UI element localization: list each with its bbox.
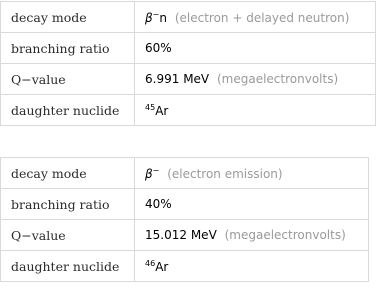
element-symbol: Ar xyxy=(155,259,169,274)
decay-mode-label: decay mode xyxy=(1,2,135,33)
table-row-q-value xyxy=(1,64,376,95)
q-value-label: Q−value xyxy=(1,220,135,251)
q-value-number: 6.991 xyxy=(145,72,180,86)
mass-number: 46 xyxy=(145,258,156,268)
element-symbol: Ar xyxy=(155,103,169,118)
beta-superscript: − xyxy=(152,165,160,175)
daughter-nuclide-label: daughter nuclide xyxy=(1,251,135,282)
q-value-unit: MeV xyxy=(183,72,210,86)
table-row-decay-mode xyxy=(1,2,376,33)
beta-symbol: β xyxy=(145,166,153,181)
decay-mode-label: decay mode xyxy=(1,158,135,189)
branching-ratio-label: branching ratio xyxy=(1,189,135,220)
decay-mode-note: (electron emission) xyxy=(167,166,283,181)
q-value-value xyxy=(135,64,376,95)
branching-ratio-value: 40% xyxy=(135,189,369,220)
q-value-note: (megaelectronvolts) xyxy=(224,228,346,242)
branching-ratio-label: branching ratio xyxy=(1,33,135,64)
table-row-q-value xyxy=(1,220,369,251)
branching-ratio-value: 60% xyxy=(135,33,376,64)
decay-mode-value xyxy=(135,2,376,33)
decay-mode-value xyxy=(135,158,369,189)
table-row-branching-ratio xyxy=(1,189,369,220)
particle-symbol: n xyxy=(159,10,167,25)
q-value-label: Q−value xyxy=(1,64,135,95)
table-row-branching-ratio xyxy=(1,33,376,64)
beta-symbol: β xyxy=(145,10,153,25)
q-value-unit: MeV xyxy=(190,228,217,242)
beta-superscript: − xyxy=(152,9,160,19)
q-value-value xyxy=(135,220,369,251)
q-value-number: 15.012 xyxy=(145,228,187,242)
table-row-decay-mode xyxy=(1,158,369,189)
decay-table-1 xyxy=(0,1,376,126)
decay-table-2 xyxy=(0,157,369,282)
table-row-daughter-nuclide xyxy=(1,251,369,282)
q-value-note: (megaelectronvolts) xyxy=(216,72,339,86)
daughter-nuclide-value xyxy=(135,251,369,282)
daughter-nuclide-value xyxy=(135,95,376,126)
mass-number: 45 xyxy=(145,102,156,112)
daughter-nuclide-label: daughter nuclide xyxy=(1,95,135,126)
decay-mode-note: (electron + delayed neutron) xyxy=(174,10,350,25)
table-row-daughter-nuclide xyxy=(1,95,376,126)
